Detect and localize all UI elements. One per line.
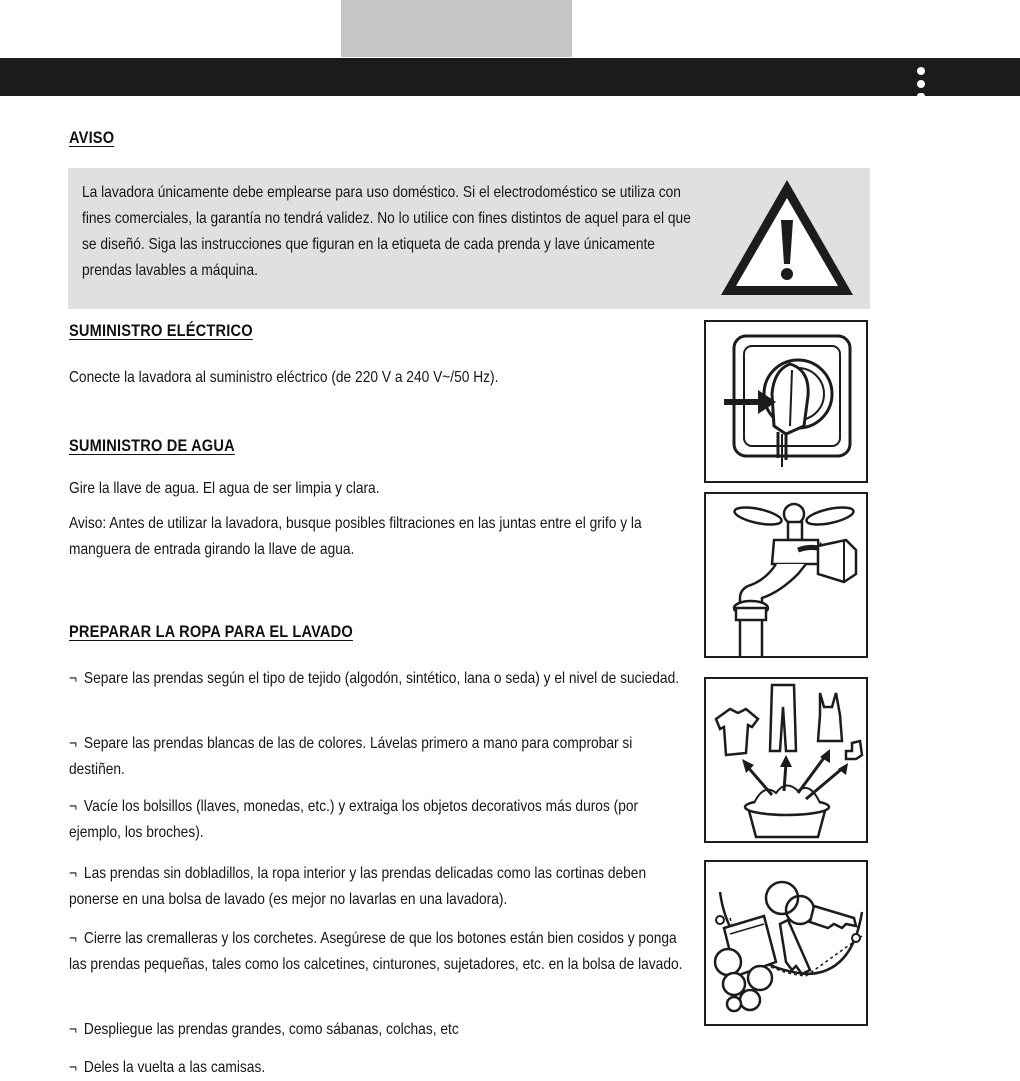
laundry-sorting-icon: [706, 679, 866, 841]
plug-socket-illustration: [704, 320, 868, 483]
page-dot-1: [917, 67, 925, 75]
bullet-text: Deles la vuelta a las camisas.: [83, 1059, 266, 1076]
bullet-item: [69, 861, 680, 913]
aviso-heading: AVISO: [69, 128, 115, 147]
pocket-items-illustration: [704, 860, 868, 1026]
laundry-sorting-illustration: [704, 677, 868, 843]
bullet-item: [69, 666, 680, 692]
bullet-item: [69, 1017, 680, 1043]
bullet-symbol: ¬: [69, 1021, 78, 1038]
bullet-item: [69, 926, 697, 978]
bullet-symbol: ¬: [69, 930, 78, 947]
pocket-items-icon: [706, 862, 866, 1024]
bullet-text: Separe las prendas blancas de las de colores. Lávelas primero a mano para comprobar si destiñen.: [69, 735, 633, 778]
bullet-item: [69, 1055, 680, 1081]
bullet-text: Vacíe los bolsillos (llaves, monedas, etc.) y extraiga los objetos decorativos más duros (por ejemplo, los broches).: [69, 798, 639, 841]
bullet-text: Despliegue las prendas grandes, como sábanas, colchas, etc: [83, 1021, 459, 1038]
plug-socket-icon: [706, 322, 866, 481]
page-dot-2: [917, 80, 925, 88]
bullet-symbol: ¬: [69, 865, 78, 882]
bullet-text: Cierre las cremalleras y los corchetes. Asegúrese de que los botones están bien cosidos y ponga las prendas pequeñas, tales como los calcetines, cinturones, sujetadores, etc. en la bolsa de lavado.: [69, 930, 683, 973]
bullet-item: [69, 794, 680, 846]
bullet-symbol: ¬: [69, 735, 78, 752]
warning-box: [68, 168, 870, 309]
electric-text: Conecte la lavadora al suministro eléctrico (de 220 V a 240 V~/50 Hz).: [69, 369, 499, 386]
prepare-heading: PREPARAR LA ROPA PARA EL LAVADO: [69, 622, 353, 641]
water-text-2: Aviso: Antes de utilizar la lavadora, busque posibles filtraciones en las juntas entre el grifo y la manguera de entrada girando la llave de agua.: [69, 515, 642, 558]
bullet-symbol: ¬: [69, 670, 78, 687]
bullet-symbol: ¬: [69, 1059, 78, 1076]
header-tab: [341, 0, 572, 57]
water-heading: SUMINISTRO DE AGUA: [69, 436, 235, 455]
aviso-text: La lavadora únicamente debe emplearse para uso doméstico. Si el electrodoméstico se utiliza con fines comerciales, la garantía no tendrá validez. No lo utilice con fines distintos de aquel para el que se diseñó. Siga las instrucciones que figuran en la etiqueta de cada prenda y lave únicamente prendas lavables a máquina.: [82, 184, 691, 279]
water-tap-illustration: [704, 492, 868, 658]
electric-heading: SUMINISTRO ELÉCTRICO: [69, 321, 253, 340]
header-bar: [0, 58, 1020, 96]
bullet-text: Las prendas sin dobladillos, la ropa interior y las prendas delicadas como las cortinas deben ponerse en una bolsa de lavado (es mejor no lavarlas en una lavadora).: [69, 865, 647, 908]
bullet-text: Separe las prendas según el tipo de tejido (algodón, sintético, lana o seda) y el nivel de suciedad.: [83, 670, 680, 687]
warning-triangle-icon: [718, 176, 858, 300]
bullet-item: [69, 731, 680, 783]
water-text-1: Gire la llave de agua. El agua de ser limpia y clara.: [69, 480, 380, 497]
water-tap-icon: [706, 494, 866, 656]
bullet-symbol: ¬: [69, 798, 78, 815]
page-dot-3: [917, 93, 925, 96]
